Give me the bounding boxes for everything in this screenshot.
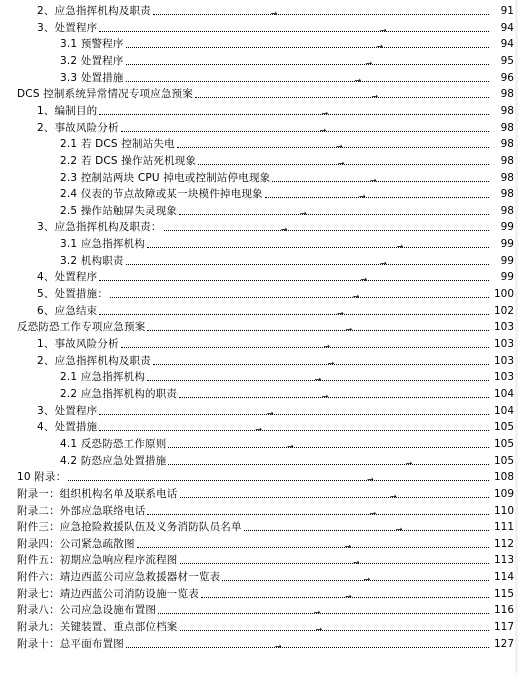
- dot-leader: [265, 184, 489, 202]
- dot-leader: [180, 484, 490, 501]
- dot-leader: [126, 251, 489, 268]
- tab-arrow-icon: →: [344, 541, 352, 551]
- toc-entry[interactable]: [0, 202, 518, 218]
- toc-entry[interactable]: [0, 468, 518, 484]
- toc-entry-page-number: 109: [493, 487, 514, 500]
- toc-entry-page-number: 100: [493, 288, 514, 301]
- tab-arrow-icon: →: [287, 441, 294, 451]
- toc-entry-label: 附录四：公司紧急疏散图: [17, 537, 135, 550]
- toc-entry[interactable]: [0, 402, 518, 418]
- dot-leader: [99, 301, 489, 318]
- tab-arrow-icon: →: [395, 525, 403, 535]
- toc-entry[interactable]: [0, 435, 518, 451]
- toc-entry[interactable]: [0, 2, 518, 18]
- tab-arrow-icon: →: [321, 108, 329, 118]
- tab-arrow-icon: →: [345, 325, 353, 335]
- toc-entry-page-number: 111: [493, 521, 514, 534]
- dot-leader: [99, 18, 489, 35]
- toc-entry-page-number: 94: [500, 21, 514, 34]
- dot-leader: [179, 384, 489, 401]
- toc-entry-label: 附件三：应急抢险救援队伍及义务消防队员名单: [17, 521, 242, 534]
- toc-entry[interactable]: [0, 518, 518, 534]
- toc-entry[interactable]: [0, 169, 518, 185]
- dot-leader: [121, 334, 489, 351]
- toc-entry[interactable]: [0, 368, 518, 384]
- toc-entry-label: 4.1 反恐防恐工作原则: [60, 437, 167, 450]
- toc-entry-label: 2.1 应急指挥机构: [60, 371, 146, 384]
- toc-entry[interactable]: [0, 568, 518, 584]
- toc-entry-label: 反恐防恐工作专项应急预案: [17, 321, 146, 334]
- toc-entry[interactable]: [0, 352, 518, 368]
- toc-entry-page-number: 114: [493, 571, 514, 584]
- toc-entry[interactable]: [0, 135, 518, 151]
- toc-entry-page-number: 98: [500, 104, 514, 117]
- toc-entry-label: 2、事故风险分析: [37, 121, 119, 134]
- tab-arrow-icon: →: [369, 175, 377, 185]
- toc-entry-label: 2.4 仪表的节点故障或某一块模件掉电现象: [60, 188, 263, 201]
- dot-leader: [110, 284, 489, 302]
- toc-entry[interactable]: [0, 152, 518, 168]
- toc-entry-page-number: 103: [493, 354, 514, 367]
- toc-entry[interactable]: [0, 252, 518, 268]
- toc-entry[interactable]: [0, 551, 518, 567]
- tab-arrow-icon: →: [280, 225, 288, 235]
- toc-entry[interactable]: [0, 102, 518, 118]
- toc-entry-label: 2、应急指挥机构及职责: [37, 5, 151, 17]
- toc-entry-page-number: 98: [500, 138, 514, 151]
- dot-leader: [153, 1, 489, 18]
- toc-entry[interactable]: [0, 318, 518, 334]
- tab-arrow-icon: →: [319, 125, 327, 135]
- toc-entry-label: 1、事故风险分析: [37, 338, 119, 350]
- tab-arrow-icon: →: [369, 508, 377, 518]
- tab-arrow-icon: →: [379, 258, 387, 268]
- toc-entry-label: 附件六：靖边西蓝公司应急救援器材一览表: [17, 571, 221, 584]
- dot-leader: [126, 34, 489, 52]
- dot-leader: [99, 267, 489, 285]
- toc-entry-page-number: 113: [493, 554, 514, 567]
- toc-entry-label: 附录八：公司应急设施布置图: [17, 604, 157, 617]
- toc-entry[interactable]: [0, 185, 518, 201]
- tab-arrow-icon: →: [389, 491, 397, 501]
- dot-leader: [126, 51, 489, 68]
- tab-arrow-icon: →: [352, 558, 360, 568]
- toc-entry[interactable]: [0, 485, 518, 501]
- toc-entry-page-number: 117: [493, 621, 514, 634]
- toc-entry-page-number: 98: [500, 154, 514, 167]
- toc-entry[interactable]: [0, 535, 518, 551]
- tab-arrow-icon: →: [376, 42, 384, 52]
- dot-leader: [126, 634, 489, 651]
- toc-entry-label: 2.2 若 DCS 操作站死机现象: [60, 154, 197, 167]
- dot-leader: [222, 567, 489, 585]
- toc-entry-label: 3.1 预警程序: [60, 38, 124, 51]
- tab-arrow-icon: →: [315, 625, 323, 635]
- toc-entry-label: 5、处置措施：: [37, 288, 109, 301]
- dot-leader: [99, 401, 489, 418]
- dot-leader: [179, 201, 489, 218]
- toc-entry-label: 3、处置程序: [37, 21, 98, 34]
- tab-arrow-icon: →: [396, 242, 404, 252]
- dot-leader: [121, 118, 489, 135]
- tab-arrow-icon: →: [337, 158, 345, 168]
- tab-arrow-icon: →: [337, 308, 344, 318]
- dot-leader: [272, 168, 489, 185]
- toc-entry-page-number: 102: [493, 304, 514, 317]
- toc-entry-label: 2.2 应急指挥机构的职责: [60, 387, 178, 400]
- toc-entry-page-number: 104: [493, 387, 514, 400]
- tab-arrow-icon: →: [354, 75, 362, 85]
- dot-leader: [180, 617, 490, 635]
- dot-leader: [177, 134, 489, 152]
- toc-entry-label: 3.2 处置程序: [60, 54, 124, 67]
- toc-entry-page-number: 96: [500, 71, 514, 84]
- dot-leader: [147, 234, 489, 252]
- toc-entry-page-number: 99: [500, 221, 514, 234]
- toc-entry[interactable]: [0, 19, 518, 35]
- toc-entry-label: 4、处置措施: [37, 421, 98, 434]
- tab-arrow-icon: →: [367, 475, 374, 485]
- toc-entry-page-number: 110: [493, 504, 514, 517]
- dot-leader: [168, 434, 489, 451]
- tab-arrow-icon: →: [352, 292, 360, 302]
- dot-leader: [164, 217, 489, 235]
- toc-entry-page-number: 98: [500, 204, 514, 217]
- tab-arrow-icon: →: [314, 375, 322, 385]
- toc-entry-page-number: 94: [500, 38, 514, 51]
- toc-entry-page-number: 112: [493, 537, 514, 550]
- tab-arrow-icon: →: [405, 458, 413, 468]
- toc-entry-label: 附录二：外部应急联络电话: [17, 504, 146, 517]
- dot-leader: [158, 600, 489, 618]
- toc-entry-label: 4、处置程序: [37, 271, 98, 284]
- toc-entry[interactable]: [0, 452, 518, 468]
- toc-entry-label: 4.2 防恐应急处置措施: [60, 454, 167, 467]
- tab-arrow-icon: →: [299, 208, 307, 218]
- toc-entry[interactable]: [0, 218, 518, 234]
- toc-entry-label: 2.3 控制站两块 CPU 掉电或控制站停电现象: [60, 171, 271, 184]
- toc-entry-page-number: 91: [500, 5, 514, 17]
- toc-entry[interactable]: [0, 52, 518, 68]
- toc-entry[interactable]: [0, 502, 518, 518]
- toc-entry-page-number: 95: [500, 54, 514, 67]
- toc-entry-label: 附件五：初期应急响应程序流程图: [17, 554, 178, 567]
- dot-leader: [126, 68, 489, 85]
- toc-entry-page-number: 99: [500, 254, 514, 267]
- toc-entry[interactable]: [0, 385, 518, 401]
- toc-entry[interactable]: [0, 69, 518, 85]
- toc-entry-label: 3.3 处置措施: [60, 71, 124, 84]
- toc-entry-page-number: 116: [493, 604, 514, 617]
- toc-entry[interactable]: [0, 302, 518, 318]
- toc-entry-label: 6、应急结束: [37, 304, 98, 317]
- toc-entry-label: DCS 控制系统异常情况专项应急预案: [17, 88, 194, 101]
- dot-leader: [244, 517, 489, 535]
- toc-entry-page-number: 115: [493, 587, 514, 600]
- toc-entry-page-number: 105: [493, 421, 514, 434]
- toc-entry-page-number: 99: [500, 271, 514, 284]
- toc-entry[interactable]: [0, 418, 518, 434]
- toc-entry-page-number: 98: [500, 171, 514, 184]
- dot-leader: [168, 451, 489, 468]
- toc-entry[interactable]: [0, 635, 518, 651]
- dot-leader: [147, 317, 489, 335]
- toc-entry-page-number: 103: [493, 371, 514, 384]
- toc-entry-page-number: 105: [493, 454, 514, 467]
- dot-leader: [99, 101, 489, 118]
- tab-arrow-icon: →: [270, 9, 278, 18]
- toc-entry-label: 2.5 操作站触屏失灵现象: [60, 204, 178, 217]
- toc-entry-label: 3.2 机构职责: [60, 254, 124, 267]
- toc-entry-page-number: 98: [500, 188, 514, 201]
- toc-entry-label: 2、应急指挥机构及职责: [37, 354, 151, 367]
- tab-arrow-icon: →: [323, 342, 330, 351]
- toc-entry-label: 3.1 应急指挥机构: [60, 238, 146, 251]
- tab-arrow-icon: →: [344, 591, 352, 601]
- toc-entry-label: 附录十：总平面布置图: [17, 637, 124, 650]
- tab-arrow-icon: →: [379, 25, 387, 35]
- toc-entry-label: 3、处置程序: [37, 404, 98, 417]
- dot-leader: [137, 534, 489, 551]
- toc-entry-label: 附录七：靖边西蓝公司消防设施一览表: [17, 587, 199, 600]
- tab-arrow-icon: →: [365, 58, 373, 68]
- toc-entry[interactable]: [0, 85, 518, 101]
- toc-entry[interactable]: [0, 35, 518, 51]
- tab-arrow-icon: →: [274, 641, 282, 651]
- tab-arrow-icon: →: [336, 142, 343, 152]
- toc-entry-page-number: 105: [493, 437, 514, 450]
- toc-entry[interactable]: [0, 285, 518, 301]
- toc-entry[interactable]: [0, 601, 518, 617]
- tab-arrow-icon: →: [266, 408, 274, 418]
- dot-leader: [180, 550, 490, 568]
- dot-leader: [198, 151, 489, 168]
- tab-arrow-icon: →: [321, 391, 329, 401]
- toc-entry-label: 附录一：组织机构名单及联系电话: [17, 487, 178, 500]
- dot-leader: [99, 417, 489, 435]
- toc-entry-page-number: 103: [493, 338, 514, 350]
- tab-arrow-icon: →: [371, 92, 379, 102]
- dot-leader: [195, 84, 489, 102]
- toc-entry[interactable]: [0, 268, 518, 284]
- toc-entry-page-number: 98: [500, 121, 514, 134]
- toc-entry-label: 1、编制目的: [37, 104, 98, 117]
- tab-arrow-icon: →: [363, 575, 371, 585]
- dot-leader: [201, 584, 489, 601]
- tab-arrow-icon: →: [255, 425, 262, 435]
- tab-arrow-icon: →: [358, 192, 366, 202]
- dot-leader: [153, 351, 489, 368]
- toc-entry[interactable]: [0, 335, 518, 351]
- dot-leader: [147, 367, 489, 385]
- toc-entry[interactable]: [0, 119, 518, 135]
- tab-arrow-icon: →: [313, 608, 321, 618]
- toc-entry-page-number: 99: [500, 238, 514, 251]
- toc-entry-page-number: 108: [493, 471, 514, 484]
- tab-arrow-icon: →: [360, 275, 368, 285]
- toc-entry-label: 3、应急指挥机构及职责：: [37, 221, 162, 234]
- dot-leader: [147, 501, 489, 518]
- toc-entry-page-number: 103: [493, 321, 514, 334]
- toc-entry-label: 附录九：关键装置、重点部位档案: [17, 621, 178, 634]
- toc-entry[interactable]: [0, 585, 518, 601]
- toc-entry-page-number: 127: [493, 637, 514, 650]
- toc-entry-label: 10 附录：: [17, 471, 67, 484]
- toc-entry-page-number: 98: [500, 88, 514, 101]
- toc-entry-page-number: 104: [493, 404, 514, 417]
- toc-entry[interactable]: [0, 235, 518, 251]
- toc-entry[interactable]: [0, 618, 518, 634]
- tab-arrow-icon: →: [327, 358, 335, 368]
- toc-entry-label: 2.1 若 DCS 控制站失电: [60, 138, 175, 151]
- dot-leader: [68, 467, 489, 485]
